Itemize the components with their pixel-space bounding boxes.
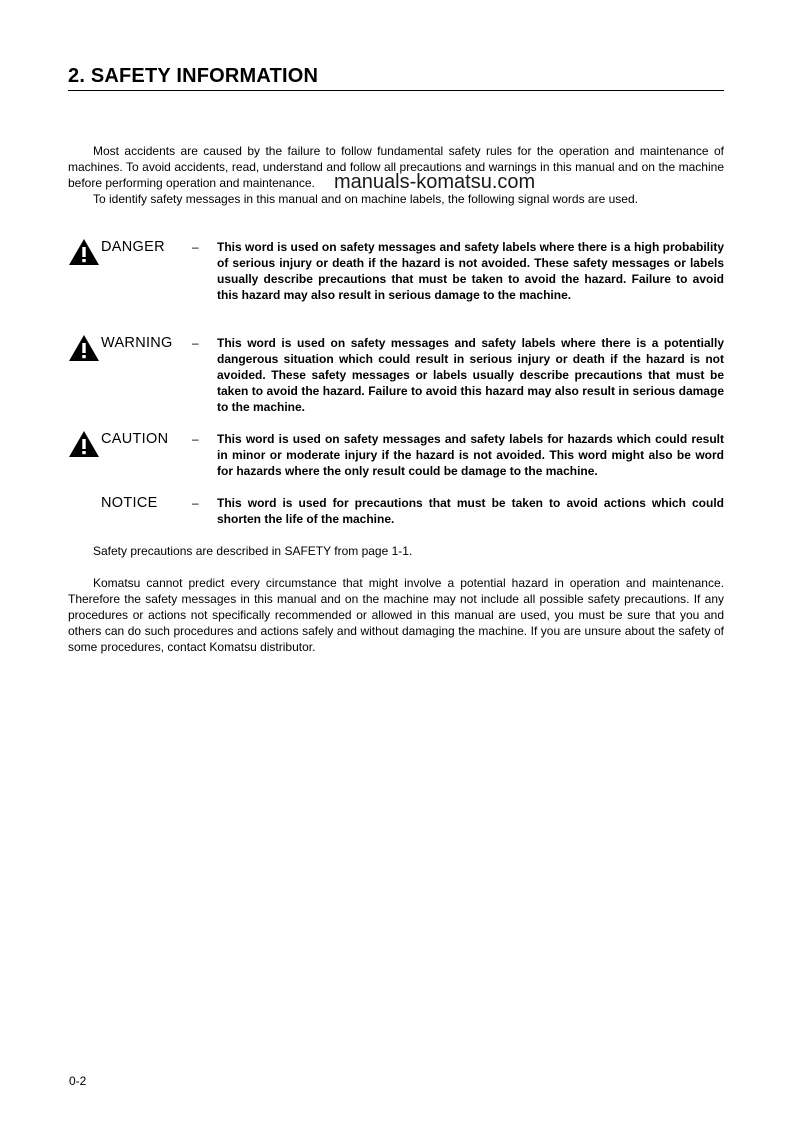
intro-paragraph-1: Most accidents are caused by the failure to follow fundamental safety rules for the operation and maintenance of machines. To avoid accidents, read, understand and follow all precautions and warnings in this manual and on the machine before performing operation and maintenance. [68, 144, 724, 190]
warning-triangle-icon [68, 334, 100, 362]
page-number: 0-2 [69, 1074, 87, 1088]
signal-notice [68, 494, 724, 574]
signal-dash: – [192, 432, 199, 446]
page-title: 2. SAFETY INFORMATION [68, 64, 724, 91]
signal-description-warning: This word is used on safety messages and safety labels where there is a potentially dangerous situation which could result in serious injury or death if the hazard is not avoided. These safety messages or labels usually describe precautions that must be taken to avoid the hazard. Failure to avoid this hazard may also result in serious damage to the machine. [217, 336, 724, 414]
signal-warning [68, 334, 724, 414]
safety-reference-paragraph: Safety precautions are described in SAFETY from page 1-1. [93, 544, 413, 558]
warning-triangle-icon [68, 238, 100, 266]
signal-word-notice: NOTICE [101, 495, 158, 511]
signal-description-danger: This word is used on safety messages and safety labels where there is a high probability of serious injury or death if the hazard is not avoided. These safety messages or labels usually describe precautions that must be taken to avoid the hazard. Failure to avoid this hazard may also result in serious damage to the machine. [217, 240, 724, 302]
signal-word-caution: CAUTION [101, 431, 169, 447]
signal-word-danger: DANGER [101, 239, 165, 255]
intro-paragraph-2: To identify safety messages in this manual and on machine labels, the following signal words are used. [93, 192, 638, 206]
komatsu-disclaimer-paragraph: Komatsu cannot predict every circumstance that might involve a potential hazard in operation and maintenance. Therefore the safety messages in this manual and on the machine may not include all possible safety precautions. If any procedures or actions not specifically recommended or allowed in this manual are used, you must be sure that you and others can do such procedures and actions safely and without damaging the machine. If you are unsure about the safety of some procedures, contact Komatsu distributor. [68, 576, 724, 654]
signal-dash: – [192, 240, 199, 254]
signal-dash: – [192, 336, 199, 350]
warning-triangle-icon [68, 430, 100, 458]
signal-description-notice: This word is used for precautions that must be taken to avoid actions which could shorten the life of the machine. [217, 496, 724, 526]
signal-word-warning: WARNING [101, 335, 173, 351]
signal-danger [68, 238, 724, 318]
signal-description-caution: This word is used on safety messages and safety labels for hazards which could result in minor or moderate injury if the hazard is not avoided. This word might also be word for hazards where the only result could be damage to the machine. [217, 432, 724, 478]
watermark: manuals-komatsu.com [334, 171, 536, 193]
signal-dash: – [192, 496, 199, 510]
